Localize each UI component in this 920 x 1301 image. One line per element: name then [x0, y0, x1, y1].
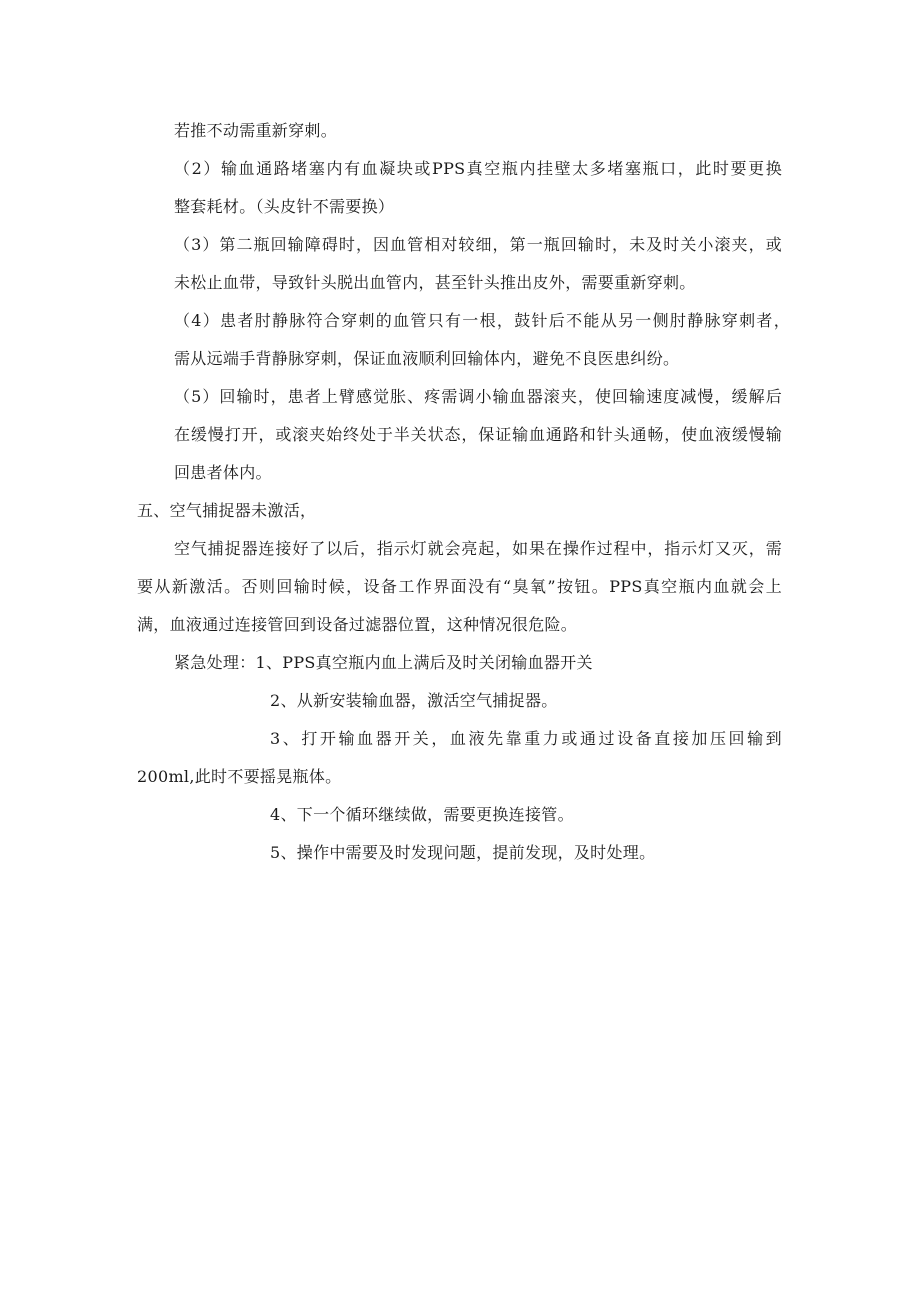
text-line: 在缓慢打开，或滚夹始终处于半关状态，保证输血通路和针头通畅，使血液缓慢输 — [174, 425, 782, 444]
text-line: 4、下一个循环继续做，需要更换连接管。 — [270, 805, 574, 824]
text-line: 200ml,此时不要摇晃瓶体。 — [137, 767, 342, 786]
text-line: 空气捕捉器连接好了以后，指示灯就会亮起，如果在操作过程中，指示灯又灭，需 — [174, 539, 782, 558]
text-line: （5）回输时，患者上臂感觉胀、疼需调小输血器滚夹，使回输速度减慢，缓解后 — [174, 387, 782, 406]
text-line: 需从远端手背静脉穿刺，保证血液顺利回输体内，避免不良医患纠纷。 — [174, 349, 680, 368]
text-line: （2）输血通路堵塞内有血凝块或PPS真空瓶内挂壁太多堵塞瓶口，此时要更换 — [174, 159, 782, 178]
section-heading: 五、空气捕捉器未激活， — [137, 501, 317, 520]
text-line: 紧急处理：1、PPS真空瓶内血上满后及时关闭输血器开关 — [174, 653, 593, 672]
text-line: 整套耗材。（头皮针不需要换） — [174, 197, 395, 216]
text-line: 5、操作中需要及时发现问题，提前发现，及时处理。 — [270, 843, 656, 862]
text-line: 满，血液通过连接管回到设备过滤器位置，这种情况很危险。 — [137, 615, 578, 634]
text-line: 要从新激活。否则回输时候，设备工作界面没有“臭氧”按钮。PPS真空瓶内血就会上 — [137, 577, 782, 596]
text-line: 回患者体内。 — [174, 463, 272, 482]
text-line: 2、从新安装输血器，激活空气捕捉器。 — [270, 691, 558, 710]
text-line: （3）第二瓶回输障碍时，因血管相对较细，第一瓶回输时，未及时关小滚夹，或 — [174, 235, 782, 254]
text-line: 3、打开输血器开关，血液先靠重力或通过设备直接加压回输到 — [270, 729, 782, 748]
text-line: （4）患者肘静脉符合穿刺的血管只有一根，鼓针后不能从另一侧肘静脉穿刺者， — [174, 311, 790, 330]
text-line: 若推不动需重新穿刺。 — [174, 121, 338, 140]
text-line: 未松止血带，导致针头脱出血管内，甚至针头推出皮外，需要重新穿刺。 — [174, 273, 696, 292]
